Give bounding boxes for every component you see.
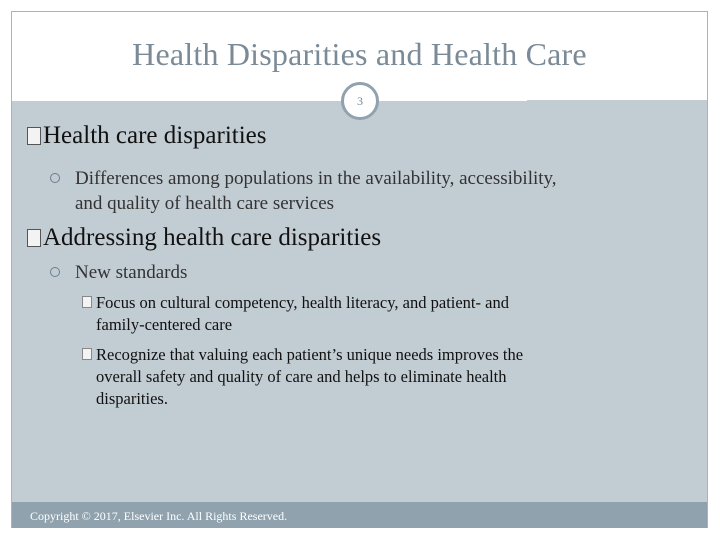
- bullet-label: Health care disparities: [43, 122, 267, 149]
- bullet-label: Addressing health care disparities: [43, 224, 382, 251]
- sub-bullet-text: New standards: [75, 262, 188, 283]
- bullet-health-care-disparities: [27, 122, 267, 150]
- sub-sub-bullet-line: family-centered care: [96, 315, 233, 334]
- box-bullet-icon: [82, 296, 92, 308]
- sub-bullet-text: [75, 166, 695, 216]
- sub-sub-bullet-line: disparities.: [96, 389, 168, 408]
- sub-bullet-line: and quality of health care services: [75, 193, 335, 214]
- sub-sub-bullet-line: Recognize that valuing each patient’s unique needs improves the: [96, 345, 524, 364]
- box-bullet-icon: [27, 229, 41, 247]
- sub-sub-bullet-text: [96, 344, 671, 410]
- sub-sub-bullet-line: Focus on cultural competency, health literacy, and patient- and: [96, 293, 509, 312]
- slide-title: Health Disparities and Health Care: [132, 36, 587, 72]
- box-bullet-icon: [27, 127, 41, 145]
- sub-bullet-line: Differences among populations in the availability, accessibility,: [75, 168, 557, 189]
- slide-number-badge: [341, 82, 379, 120]
- slide-number: 3: [357, 93, 363, 108]
- ring-bullet-icon: [50, 267, 60, 277]
- footer-bar: [12, 502, 707, 528]
- ring-bullet-icon: [50, 173, 60, 183]
- copyright-text: Copyright © 2017, Elsevier Inc. All Rights Reserved.: [30, 509, 288, 523]
- bullet-addressing-disparities: [27, 224, 381, 252]
- box-bullet-icon: [82, 348, 92, 360]
- title-divider: [12, 100, 527, 101]
- sub-sub-bullet-line: overall safety and quality of care and helps to eliminate health: [96, 367, 507, 386]
- sub-sub-bullet-text: [96, 292, 671, 336]
